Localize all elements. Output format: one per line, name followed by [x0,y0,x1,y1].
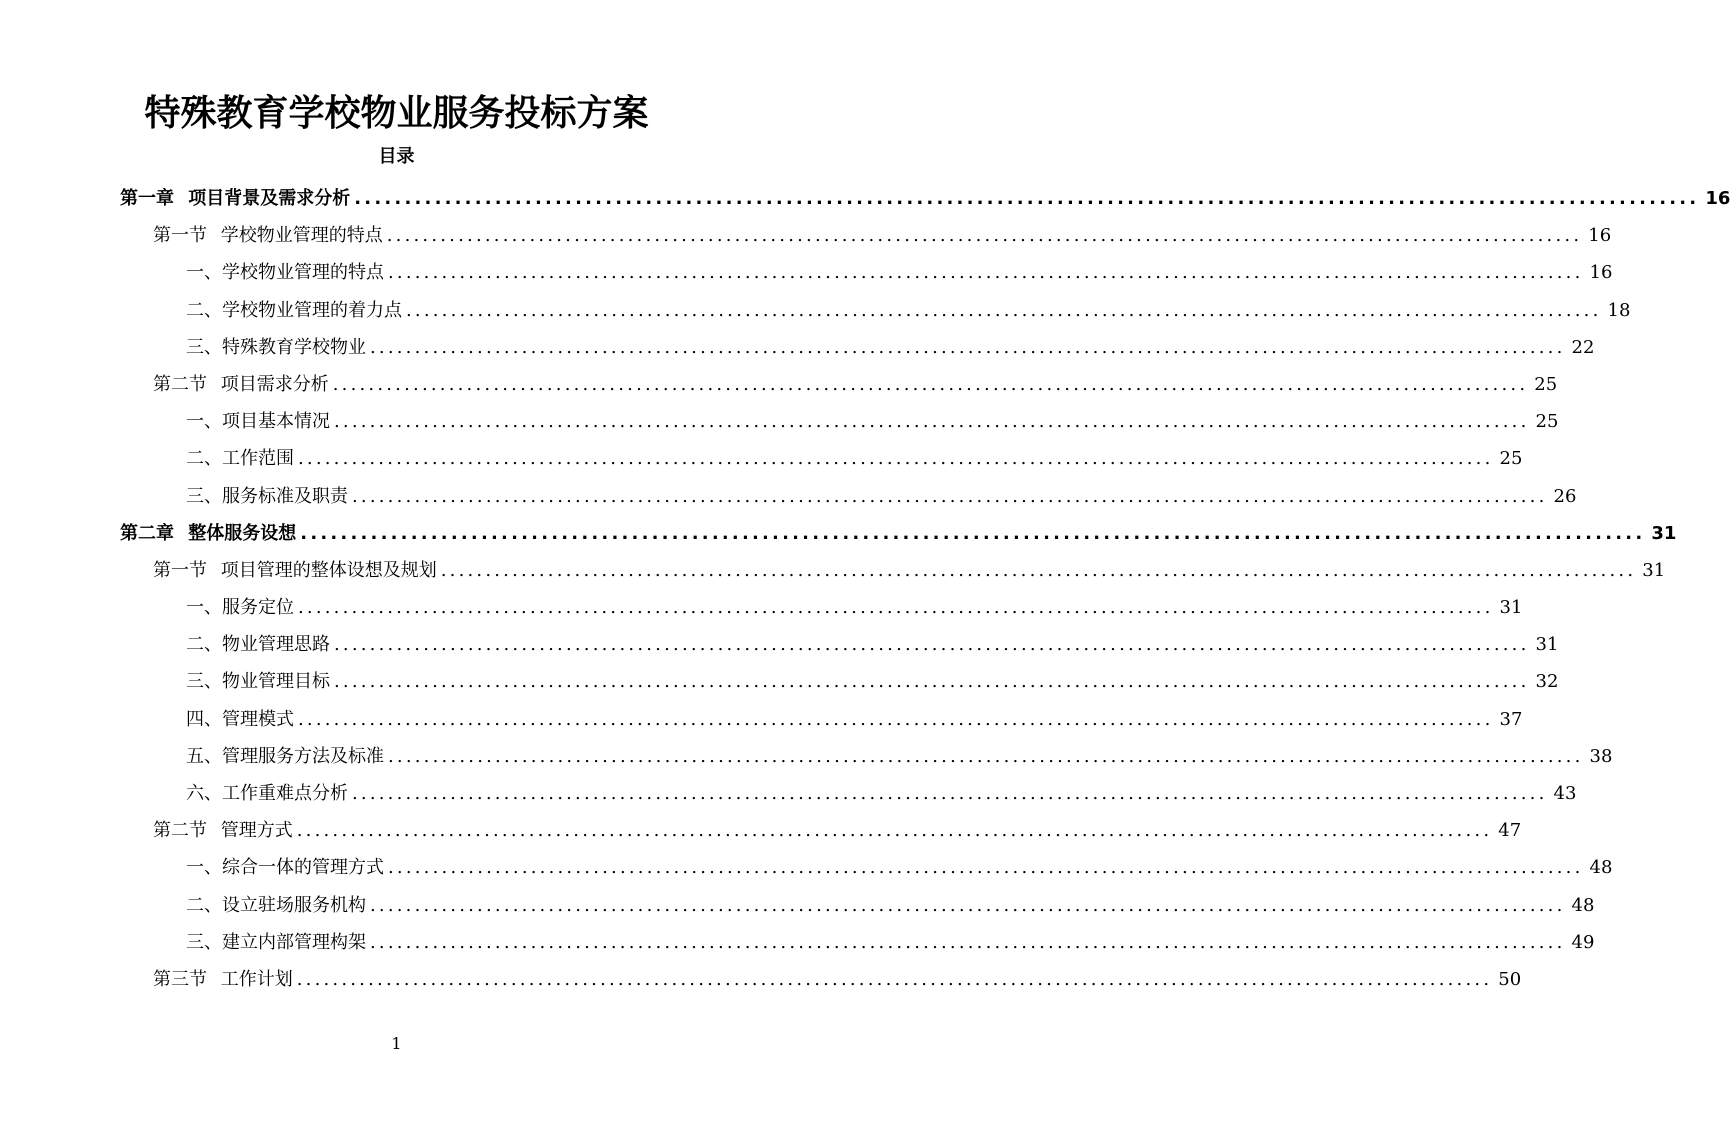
toc-dot-leader: ...................................................................................................................................... [298,448,1494,470]
toc-entry-page: 31 [1535,634,1559,656]
toc-entry-title: 三、服务标准及职责 [186,485,348,507]
toc-entry-title: 三、特殊教育学校物业 [186,336,366,358]
toc-dot-leader: ...................................................................................................................................... [388,745,1584,767]
toc-entry-title: 二、工作范围 [186,448,294,470]
toc-entry-subsection[interactable] [0,478,1577,515]
toc-dot-leader: ...................................................................................................................................... [406,299,1602,321]
toc-entry-subsection[interactable] [0,701,1523,738]
toc-dot-leader: ...................................................................................................................................... [332,373,1529,395]
toc-entry-subsection[interactable] [0,589,1523,626]
toc-entry-section[interactable] [0,366,1558,403]
toc-entry-subsection[interactable] [0,254,1613,291]
toc-entry-subsection[interactable] [0,887,1595,924]
toc-dot-leader: ...................................................................................................................................... [370,931,1566,953]
toc-entry-page: 16 [1705,188,1730,209]
toc-entry-section[interactable] [0,812,1522,849]
toc-dot-leader: ...................................................................................................................................... [388,857,1584,879]
toc-entry-title: 三、物业管理目标 [186,671,330,693]
toc-dot-leader: ...................................................................................................................................... [354,188,1700,209]
toc-dot-leader: ...................................................................................................................................... [300,522,1646,544]
toc-entry-page: 22 [1571,336,1595,358]
toc-entry-title: 第一节 项目管理的整体设想及规划 [153,559,437,581]
toc-entry-page: 49 [1571,931,1595,953]
toc-entry-page: 48 [1571,894,1595,916]
toc-entry-page: 43 [1553,783,1577,804]
toc-entry-page: 16 [1589,262,1613,284]
toc-entry-subsection[interactable] [0,292,1631,329]
toc-entry-title: 六、工作重难点分析 [186,783,348,804]
toc-entry-subsection[interactable] [0,775,1577,812]
toc-dot-leader: ...................................................................................................................................... [296,820,1493,842]
toc-entry-title: 一、综合一体的管理方式 [186,857,384,879]
toc-dot-leader: ...................................................................................................................................... [334,634,1530,656]
toc-entry-subsection[interactable] [0,403,1559,440]
toc-entry-title: 二、物业管理思路 [186,634,330,656]
toc-entry-page: 31 [1642,559,1666,581]
toc-entry-section[interactable] [0,217,1612,254]
toc-entry-title: 第二章 整体服务设想 [120,522,297,544]
toc-entry-chapter[interactable] [0,515,1677,552]
toc-entry-title: 二、设立驻场服务机构 [186,894,366,916]
toc-entry-title: 第二节 管理方式 [153,820,293,842]
page-number: 1 [391,1034,402,1053]
toc-entry-subsection[interactable] [0,440,1523,477]
toc-dot-leader: ...................................................................................................................................... [352,783,1548,804]
toc-dot-leader: ...................................................................................................................................... [370,894,1566,916]
toc-entry-subsection[interactable] [0,849,1613,886]
toc-entry-chapter[interactable] [0,180,1730,217]
toc-entry-page: 25 [1534,373,1558,395]
toc-entry-subsection[interactable] [0,738,1613,775]
toc-entry-page: 37 [1499,708,1523,730]
toc-entry-subsection[interactable] [0,663,1559,700]
toc-entry-title: 二、学校物业管理的着力点 [186,299,402,321]
toc-dot-leader: ...................................................................................................................................... [352,485,1548,507]
toc-dot-leader: ...................................................................................................................................... [298,708,1494,730]
toc-entry-page: 50 [1498,968,1522,990]
toc-entry-page: 18 [1607,299,1631,321]
toc-entry-page: 25 [1499,448,1523,470]
toc-entry-section[interactable] [0,961,1522,998]
table-of-contents [0,180,1730,998]
toc-heading: 目录 [378,146,415,167]
toc-entry-page: 38 [1589,745,1613,767]
document-title: 特殊教育学校物业服务投标方案 [144,93,649,134]
toc-entry-title: 一、服务定位 [186,597,294,619]
toc-entry-page: 48 [1589,857,1613,879]
toc-entry-page: 25 [1535,411,1559,433]
toc-entry-title: 四、管理模式 [186,708,294,730]
toc-entry-title: 第二节 项目需求分析 [153,373,329,395]
toc-entry-page: 47 [1498,820,1522,842]
toc-entry-title: 第一章 项目背景及需求分析 [120,188,351,209]
toc-dot-leader: ...................................................................................................................................... [298,597,1494,619]
toc-entry-title: 五、管理服务方法及标准 [186,745,384,767]
toc-entry-title: 第三节 工作计划 [153,968,293,990]
toc-entry-page: 31 [1499,597,1523,619]
toc-dot-leader: ...................................................................................................................................... [334,411,1530,433]
toc-dot-leader: ...................................................................................................................................... [334,671,1530,693]
toc-dot-leader: ...................................................................................................................................... [296,968,1493,990]
toc-entry-page: 16 [1588,225,1612,247]
toc-entry-title: 第一节 学校物业管理的特点 [153,225,383,247]
toc-entry-page: 26 [1553,485,1577,507]
toc-entry-subsection[interactable] [0,626,1559,663]
toc-entry-subsection[interactable] [0,924,1595,961]
toc-dot-leader: ...................................................................................................................................... [440,559,1637,581]
toc-dot-leader: ...................................................................................................................................... [386,225,1583,247]
toc-entry-page: 32 [1535,671,1559,693]
toc-entry-section[interactable] [0,552,1666,589]
toc-dot-leader: ...................................................................................................................................... [388,262,1584,284]
toc-entry-title: 一、学校物业管理的特点 [186,262,384,284]
toc-entry-title: 一、项目基本情况 [186,411,330,433]
toc-dot-leader: ...................................................................................................................................... [370,336,1566,358]
toc-entry-title: 三、建立内部管理构架 [186,931,366,953]
toc-entry-page: 31 [1651,522,1677,544]
toc-entry-subsection[interactable] [0,329,1595,366]
